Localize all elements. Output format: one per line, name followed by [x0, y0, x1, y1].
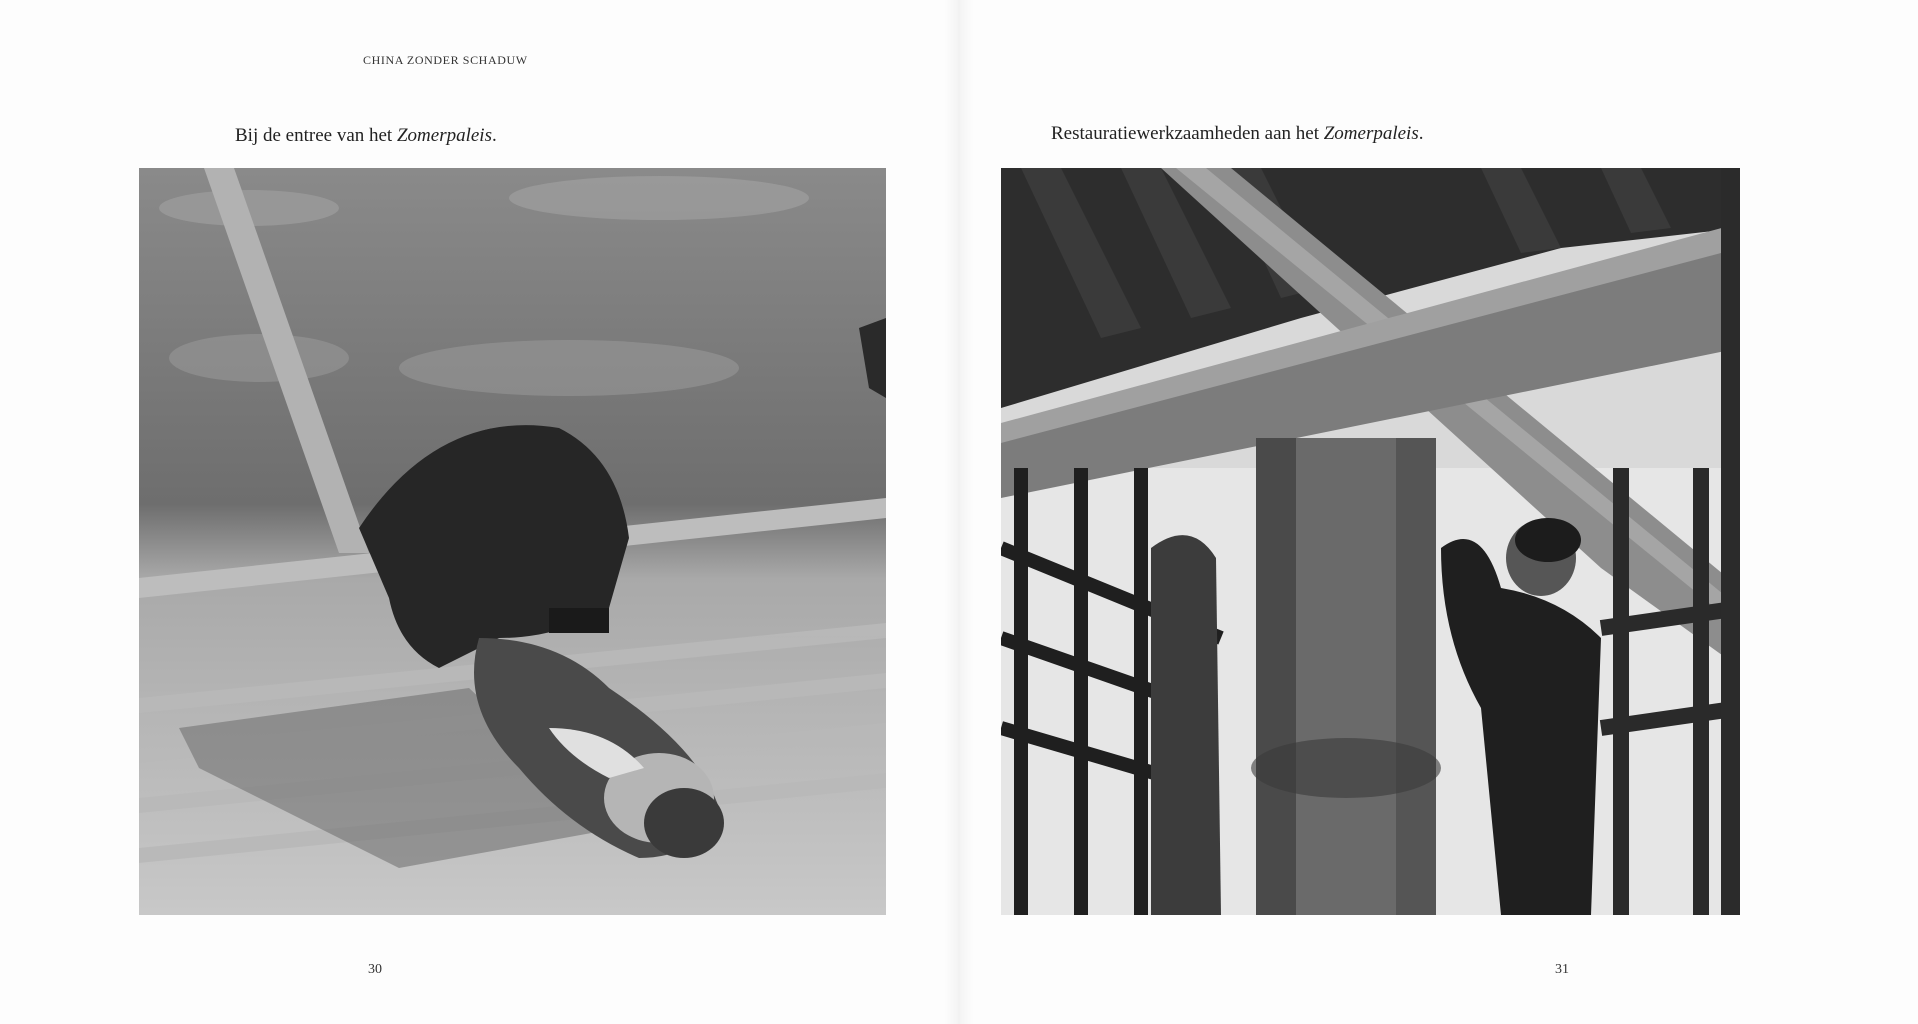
page-number-right: 31 — [1555, 962, 1569, 977]
left-caption-end: . — [491, 125, 497, 146]
left-photo-caption — [235, 125, 497, 147]
right-caption-emphasis: Zomerpaleis — [1323, 123, 1419, 144]
photo-man-and-child-on-steps — [139, 168, 886, 915]
right-caption-text: Restauratiewerkzaamheden aan het — [1051, 123, 1324, 144]
left-caption-emphasis: Zomerpaleis — [396, 125, 492, 146]
running-head: CHINA ZONDER SCHADUW — [363, 53, 528, 67]
page-number-left: 30 — [368, 962, 382, 977]
right-caption-end: . — [1418, 123, 1424, 144]
right-photo-caption — [1051, 123, 1423, 145]
bw-photo-illustration — [139, 168, 886, 915]
bw-photo-illustration — [1001, 168, 1740, 915]
right-page — [960, 0, 1918, 1024]
left-page — [0, 0, 958, 1024]
photo-restoration-workers — [1001, 168, 1740, 915]
left-caption-text: Bij de entree van het — [235, 125, 397, 146]
